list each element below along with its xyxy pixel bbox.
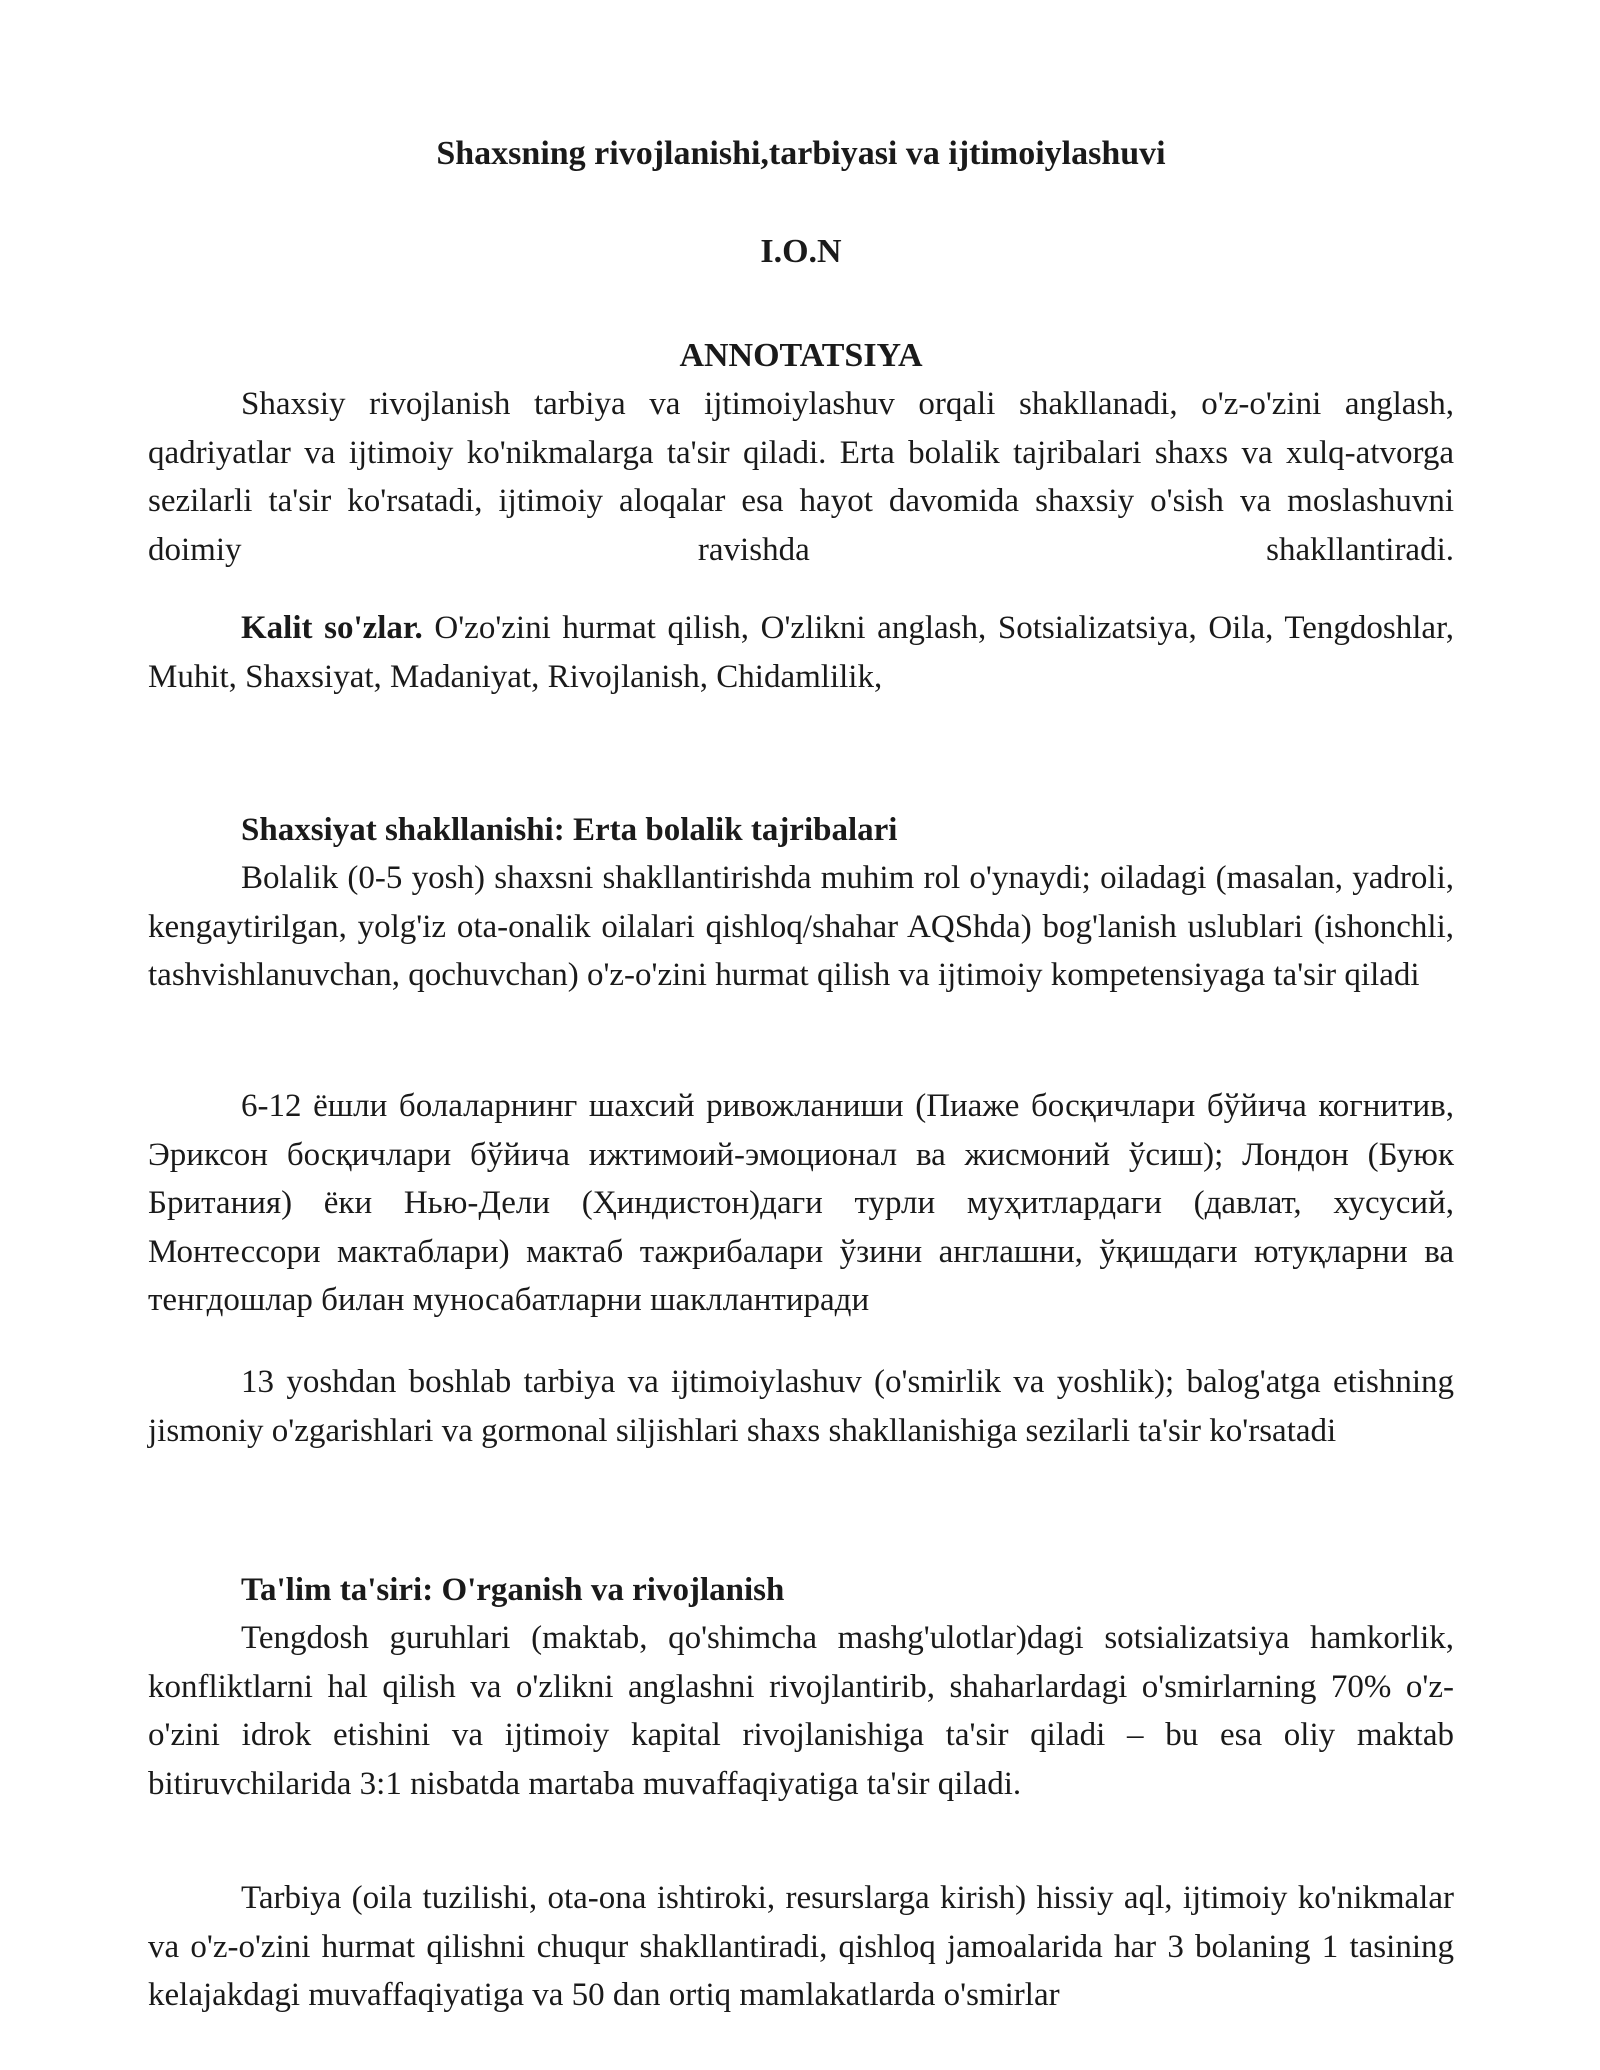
paragraph-adolescence: 13 yoshdan boshlab tarbiya va ijtimoiylashuv (o'smirlik va yoshlik); balog'atga etishning jismoniy o'zgarishlari va gormonal siljishlari shaxs shakllanishiga sezilarli ta'sir ko'rsatadi: [148, 1364, 1454, 1449]
paragraph-school-age: 6-12 ёшли болаларнинг шахсий ривожланиши (Пиаже босқичлари бўйича когнитив, Эриксон босқичлари бўйича ижтимоий-эмоционал ва жисмоний ўсиш); Лондон (Буюк Британия) ёки Нью-Дели (Ҳиндистон)даги турли муҳитлардаги (давлат, хусусий, Монтессори мактаблари) мактаб тажрибалари ўзини англашни, ўқишдаги ютуқларни ва тенгдошлар билан муносабатларни шакллантиради: [148, 1088, 1454, 1318]
paragraph-peer-groups: Tengdosh guruhlari (maktab, qo'shimcha mashg'ulotlar)dagi sotsializatsiya hamkorlik, konfliktlarni hal qilish va o'zlikni anglashni rivojlantirib, shaharlardagi o'smirlarning 70% o'z-o'zini idrok etishini va ijtimoiy kapital rivojlanishiga ta'sir qiladi – bu esa oliy maktab bitiruvchilarida 3:1 nisbatda martaba muvaffaqiyatiga ta'sir qiladi.: [148, 1620, 1454, 1802]
section-heading-personality: Shaxsiyat shakllanishi: Erta bolalik tajribalari: [241, 812, 898, 848]
keywords-paragraph: [148, 604, 1454, 701]
section-heading-education: Ta'lim ta'siri: O'rganish va rivojlanish: [241, 1572, 785, 1608]
annotation-heading: ANNOTATSIYA: [679, 337, 923, 374]
keywords-label: Kalit so'zlar.: [241, 610, 423, 646]
document-page: [148, 0, 1454, 2070]
paragraph-early-childhood: Bolalik (0-5 yosh) shaxsni shakllantirishda muhim rol o'ynaydi; oiladagi (masalan, yadroli, kengaytirilgan, yolg'iz ota-onalik oilalari qishloq/shahar AQShda) bog'lanish uslublari (ishonchli, tashvishlanuvchan, qochuvchan) o'z-o'zini hurmat qilish va ijtimoiy kompetensiyaga ta'sir qiladi: [148, 860, 1454, 993]
document-title: Shaxsning rivojlanishi,tarbiyasi va ijtimoiylashuvi: [436, 135, 1166, 172]
author-name: I.O.N: [760, 233, 842, 270]
paragraph-upbringing: Tarbiya (oila tuzilishi, ota-ona ishtiroki, resurslarga kirish) hissiy aql, ijtimoiy ko'nikmalar va o'z-o'zini hurmat qilishni chuqur shakllantiradi, qishloq jamoalarida har 3 bolaning 1 tasining kelajakdagi muvaffaqiyatiga va 50 dan ortiq mamlakatlarda o'smirlar: [148, 1880, 1454, 2013]
keywords-text: O'zo'zini hurmat qilish, O'zlikni anglash, Sotsializatsiya, Oila, Tengdoshlar, Muhit, Shaxsiyat, Madaniyat, Rivojlanish, Chidamlilik,: [148, 610, 1454, 695]
annotation-paragraph: Shaxsiy rivojlanish tarbiya va ijtimoiylashuv orqali shakllanadi, o'z-o'zini anglash, qadriyatlar va ijtimoiy ko'nikmalarga ta'sir qiladi. Erta bolalik tajribalari shaxs va xulq-atvorga sezilarli ta'sir ko'rsatadi, ijtimoiy aloqalar esa hayot davomida shaxsiy o'sish va moslashuvni doimiy ravishda shakllantiradi.: [148, 386, 1454, 568]
